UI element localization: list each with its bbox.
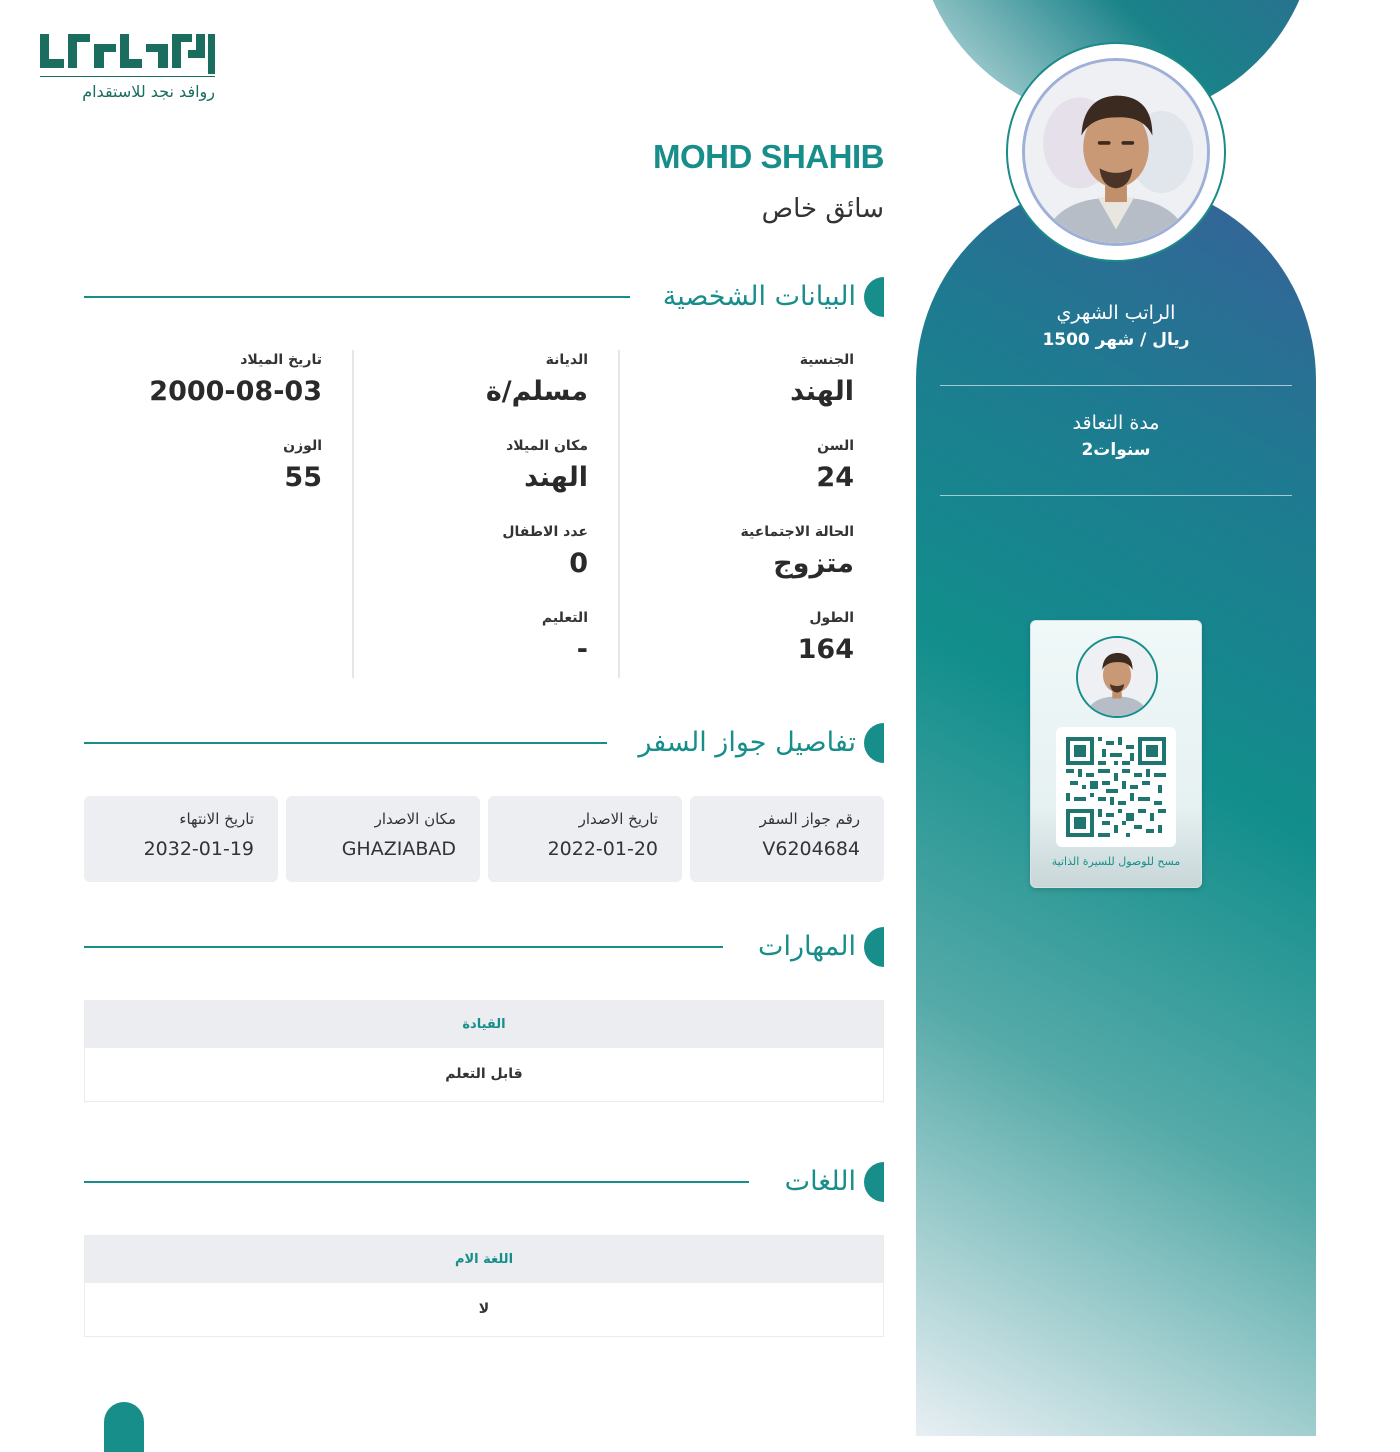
section-title: تفاصيل جواز السفر [638,727,856,758]
field-label: الوزن [283,438,322,454]
section-tab [864,927,884,967]
table-header: القيادة [85,1001,883,1048]
qr-code-icon [1066,737,1166,837]
job-title: سائق خاص [761,194,884,224]
table-header: اللغة الام [85,1236,883,1283]
weight-field [283,438,322,493]
company-logo [40,30,215,105]
section-divider [84,296,630,298]
expiry-date-card [84,796,278,882]
person-photo-icon [1078,638,1156,716]
card-value: 2032-01-19 [143,838,254,860]
children-field [502,524,588,579]
field-value: 24 [816,462,854,493]
logo-icon [40,30,215,78]
religion-field [486,352,588,407]
field-label: الديانة [545,352,588,368]
nationality-field [790,352,854,407]
age-field [816,438,854,493]
personal-column-1 [618,350,884,678]
field-value: الهند [524,462,588,493]
avatar [1022,58,1210,246]
sidebar [916,0,1316,1452]
contract-label: مدة التعاقد [1072,412,1160,434]
contract-value: 2سنوات [1081,440,1151,460]
skills-section-header [84,927,884,967]
section-tab [864,723,884,763]
field-label: عدد الاطفال [502,524,588,540]
section-divider [84,946,723,948]
passport-section-header [84,723,884,763]
issue-place-card [286,796,480,882]
salary-label: الراتب الشهري [1056,302,1176,324]
profile-photo [1006,42,1226,262]
card-label: مكان الاصدار [374,810,456,828]
field-label: مكان الميلاد [506,438,588,454]
field-label: الجنسية [799,352,854,368]
education-field [542,610,588,665]
qr-code[interactable] [1056,727,1176,847]
card-label: تاريخ الاصدار [578,810,658,828]
field-label: التعليم [541,610,588,626]
skills-table [84,1000,884,1102]
section-title: المهارات [758,931,856,962]
table-row: لا [85,1283,883,1336]
birthplace-field [506,438,588,493]
personal-column-2 [352,350,618,678]
passport-cards [84,796,884,882]
section-title: اللغات [784,1166,856,1197]
qr-avatar [1076,636,1158,718]
personal-section-header [84,277,884,317]
section-title: البيانات الشخصية [662,281,856,312]
issue-date-card [488,796,682,882]
field-value: 0 [569,548,588,579]
field-label: السن [817,438,854,454]
field-value: 164 [797,634,854,665]
qr-card[interactable] [1030,620,1202,888]
next-section-tab [104,1402,144,1452]
logo-tagline: روافد نجد للاستقدام [82,82,215,101]
field-label: الطول [809,610,854,626]
personal-column-3 [86,350,352,678]
card-value: GHAZIABAD [341,838,456,860]
birthdate-field [149,352,322,407]
personal-grid [84,350,884,678]
card-value: 2022-01-20 [547,838,658,860]
field-label: تاريخ الميلاد [240,352,322,368]
field-value: مسلم/ة [485,376,588,407]
section-tab [864,277,884,317]
person-photo-icon [1025,61,1207,243]
passport-number-card [690,796,884,882]
height-field [798,610,854,665]
section-divider [84,742,607,744]
section-tab [864,1162,884,1202]
contract-block [940,412,1292,496]
section-divider [84,1181,749,1183]
salary-block [940,302,1292,386]
field-value: 2000-08-03 [149,376,322,407]
card-label: تاريخ الانتهاء [179,810,254,828]
marital-field [741,524,854,579]
languages-section-header [84,1162,884,1202]
table-row: قابل التعلم [85,1048,883,1101]
salary-value: 1500 ريال / شهر [1042,330,1190,350]
languages-table [84,1235,884,1337]
qr-caption: مسح للوصول للسيرة الذاتية [1051,855,1181,868]
field-value: - [576,634,588,665]
field-label: الحالة الاجتماعية [740,524,854,540]
card-label: رقم جواز السفر [759,810,860,828]
field-value: الهند [790,376,854,407]
card-value: V6204684 [762,838,860,860]
candidate-name: MOHD SHAHIB [653,138,884,175]
field-value: 55 [284,462,322,493]
field-value: متزوج [773,548,854,579]
